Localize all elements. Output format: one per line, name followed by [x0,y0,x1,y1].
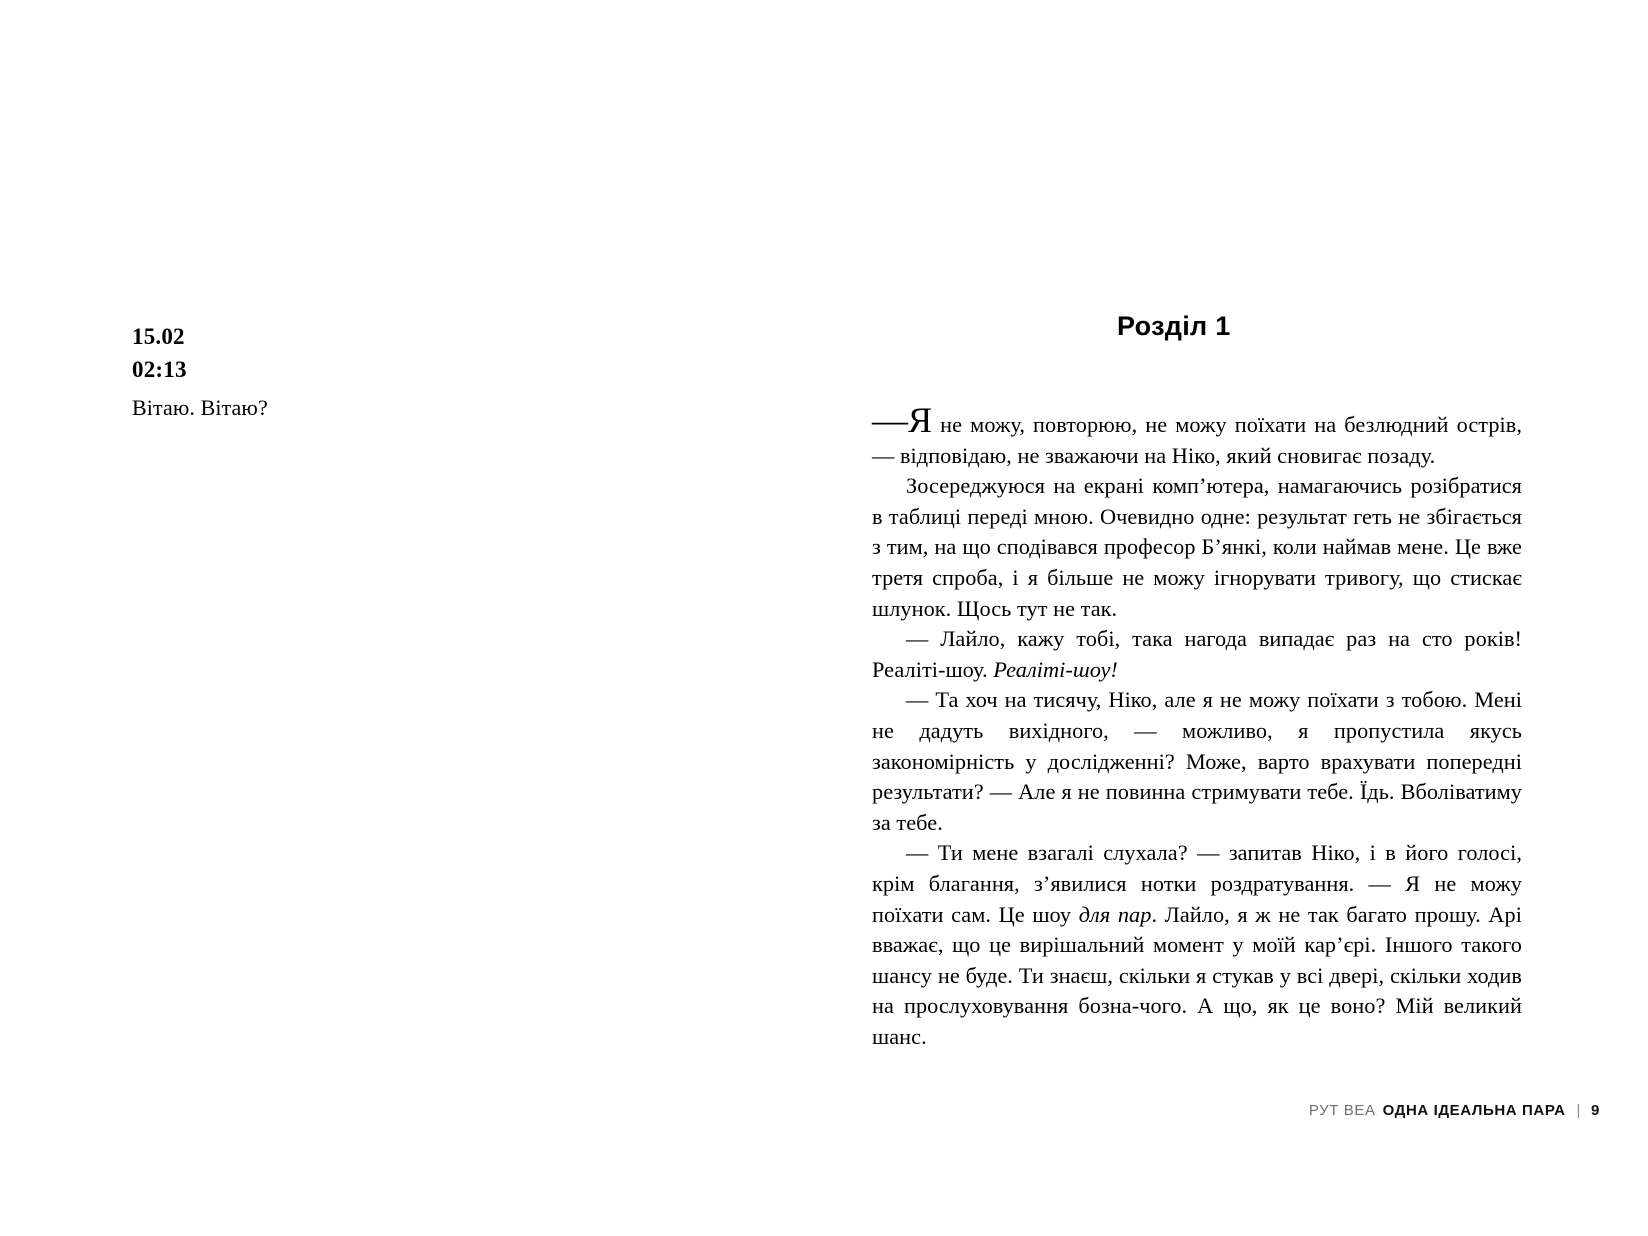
message-time: 02:13 [132,357,187,382]
paragraph-1-text: не можу, повторюю, не можу поїхати на безлюдний острів, — відповідаю, не зважаючи на Ніко, який сновигає позаду. [872,412,1522,468]
body-text [872,400,1522,1052]
message-text: Вітаю. Вітаю? [132,395,268,420]
paragraph-5 [872,838,1522,1052]
paragraph-2 [872,471,1522,624]
footer-separator: | [1576,1101,1582,1119]
paragraph-3-text: — Лайло, кажу тобі, така нагода випадає раз на сто років! Реаліті-шоу. [872,626,1522,682]
paragraph-dropcap: —Я [872,400,933,440]
paragraph-5-text-after: . Лайло, я ж не так багато прошу. Арі вважає, що це вирішальний момент у моїй кар’єрі. Іншого такого шансу не буде. Ти знаєш, скільки я стукав у всі двері, скільки ходив на прослуховування бозна-чого. А що, як це воно? Мій великий шанс. [872,901,1522,1049]
chapter-title: Розділ 1 [1117,311,1231,341]
paragraph-3-emphasis: Реаліті-шоу! [993,656,1118,682]
paragraph-5-emphasis: для пар [1078,901,1152,927]
message-date: 15.02 [132,324,185,349]
paragraph-2-text: Зосереджуюся на екрані комп’ютера, намагаючись розібратися в таблиці переді мною. Очевидно одне: результат геть не збігається з тим, на що сподівався професор Б’янкі, коли наймав мене. Це вже третя спроба, і я більше не можу ігнорувати тривогу, що стискає шлунок. Щось тут не так. [872,473,1522,621]
footer-page-number: 9 [1591,1101,1600,1119]
paragraph-5-text-before: — Ти мене взагалі слухала? — запитав Ніко, і в його голосі, крім благання, з’явилися нотки роздратування. — Я не можу поїхати сам. Це шоу [872,840,1522,927]
message-block [132,320,632,424]
footer-author: РУТ ВЕА [1308,1101,1376,1119]
paragraph-1 [872,400,1522,471]
footer-book-title: ОДНА ІДЕАЛЬНА ПАРА [1382,1101,1566,1119]
paragraph-3 [872,624,1522,685]
right-page [824,0,1648,1236]
paragraph-4-text: — Та хоч на тисячу, Ніко, але я не можу поїхати з тобою. Мені не дадуть вихідного, — можливо, я пропустила якусь закономірність у дослідженні? Може, варто врахувати попередні результати? — Але я не повинна стримувати тебе. Їдь. Вболіватиму за тебе. [872,687,1522,835]
page-footer [824,1097,1648,1123]
paragraph-4 [872,685,1522,838]
